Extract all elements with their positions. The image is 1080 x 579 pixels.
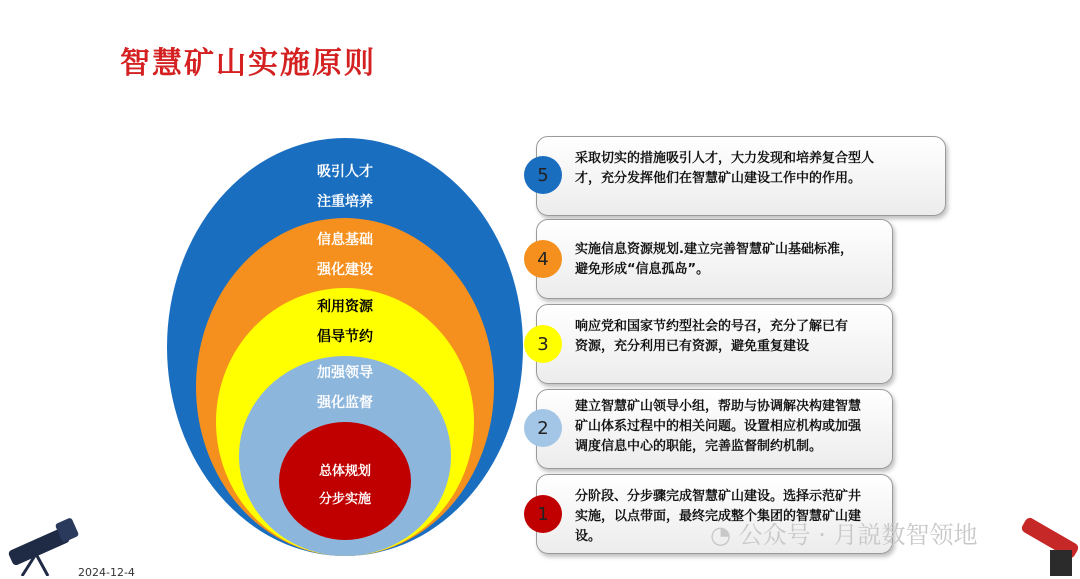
layer-3-label	[265, 292, 425, 352]
layer-2-line2: 强化监督	[317, 395, 373, 411]
layer-4-line1: 信息基础	[317, 232, 373, 248]
layer-3-line2: 倡导节约	[317, 329, 373, 345]
wechat-icon: ◔	[710, 521, 731, 549]
badge-5: 5	[524, 156, 562, 194]
layer-1-line2: 分步实施	[318, 492, 371, 507]
card-2	[536, 389, 893, 469]
badge-2: 2	[524, 409, 562, 447]
telescope-icon	[0, 500, 90, 576]
card-1-text: 分阶段、分步骤完成智慧矿山建设。选择示范矿井实施，以点带面，最终完成整个集团的智慧矿山建设。	[575, 489, 862, 544]
layer-3-line1: 利用资源	[317, 299, 373, 315]
layer-5-label	[265, 157, 425, 217]
watermark	[710, 515, 977, 550]
card-5-text: 采取切实的措施吸引人才，大力发现和培养复合型人才，充分发挥他们在智慧矿山建设工作中的作用。	[575, 151, 875, 186]
layer-2-label	[265, 358, 425, 418]
card-4-text: 实施信息资源规划.建立完善智慧矿山基础标准，避免形成“信息孤岛”。	[575, 242, 853, 277]
badge-3: 3	[524, 325, 562, 363]
watermark-text: 公众号 · 月説数智领地	[738, 521, 978, 549]
layer-1-label	[285, 458, 405, 514]
card-5	[536, 136, 946, 216]
layer-1-line1: 总体规划	[318, 464, 371, 479]
card-3-text: 响应党和国家节约型社会的号召，充分了解已有资源，充分利用已有资源，避免重复建设	[575, 319, 849, 354]
layer-4-line2: 强化建设	[317, 262, 373, 278]
page-title: 智慧矿山实施原则	[120, 46, 376, 81]
layer-5-line2: 注重培养	[317, 194, 373, 210]
layer-4-label	[265, 225, 425, 285]
card-2-text: 建立智慧矿山领导小组，帮助与协调解决构建智慧矿山体系过程中的相关问题。设置相应机构或加强调度信息中心的职能，完善监督制约机制。	[575, 399, 862, 454]
badge-4: 4	[524, 240, 562, 278]
layer-2-line1: 加强领导	[317, 365, 373, 381]
card-3	[536, 304, 893, 384]
card-4	[536, 219, 893, 299]
layer-5-line1: 吸引人才	[317, 164, 373, 180]
badge-1: 1	[524, 495, 562, 533]
date-label: 2024-12-4	[78, 566, 135, 579]
rocket-icon	[1010, 500, 1080, 576]
